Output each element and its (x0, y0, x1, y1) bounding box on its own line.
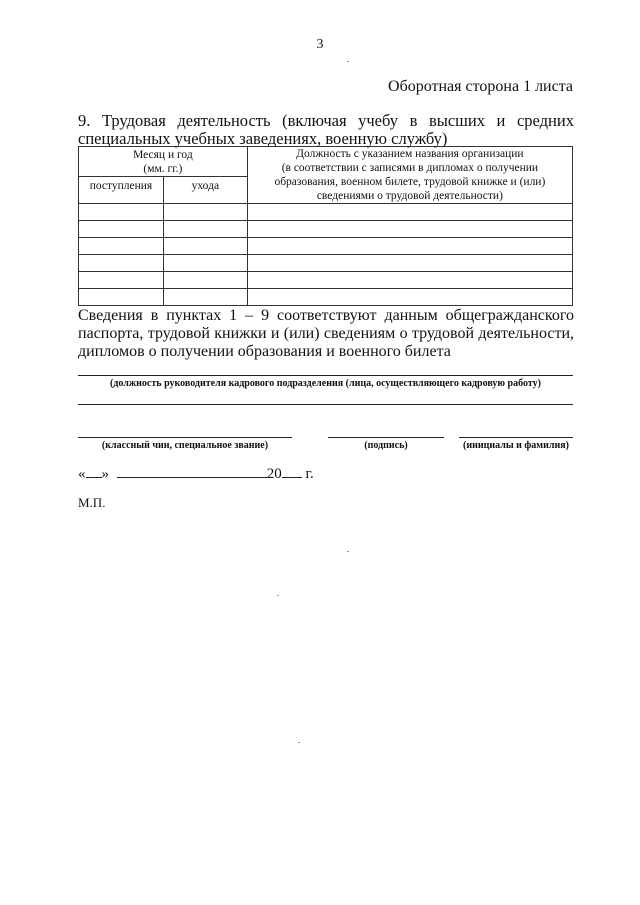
scan-speck (277, 595, 279, 596)
hr-head-position-line[interactable] (78, 375, 573, 376)
word: в (409, 111, 418, 130)
day-field[interactable] (86, 463, 102, 478)
table-row (79, 289, 573, 306)
admission-cell[interactable] (79, 272, 164, 289)
rank-line[interactable] (78, 437, 292, 438)
work-history-table (78, 146, 573, 306)
year-suffix: г. (305, 466, 314, 482)
position-cell[interactable] (247, 289, 572, 306)
signature-line[interactable] (328, 437, 444, 438)
table-row (79, 238, 573, 255)
word: 9. (78, 111, 91, 130)
admission-cell[interactable] (79, 289, 164, 306)
sheet-label: Оборотная сторона 1 листа (388, 78, 573, 95)
position-cell[interactable] (247, 272, 572, 289)
position-cell[interactable] (247, 238, 572, 255)
table-row (79, 221, 573, 238)
leaving-cell[interactable] (163, 204, 247, 221)
word: высших (428, 111, 485, 130)
open-quote: « (78, 466, 86, 482)
header-position: Должность с указанием названия организации (в соответствии с записями в дипломах о получении образования, военном билете, трудовой книжке и (или) сведениями о трудовой деятельности) (247, 147, 572, 204)
hr-head-position-line-2[interactable] (78, 404, 573, 405)
position-cell[interactable] (247, 204, 572, 221)
section-9-heading (78, 112, 574, 148)
position-cell[interactable] (247, 255, 572, 272)
leaving-cell[interactable] (163, 289, 247, 306)
admission-cell[interactable] (79, 238, 164, 255)
leaving-cell[interactable] (163, 272, 247, 289)
month-field[interactable] (117, 463, 267, 478)
year-field[interactable] (282, 463, 302, 478)
rank-caption: (классный чин, специальное звание) (101, 440, 269, 451)
word: учебу (358, 111, 399, 130)
header-admission: поступления (79, 177, 164, 204)
page-number: 3 (316, 37, 324, 52)
word: и (496, 111, 506, 130)
leaving-cell[interactable] (163, 238, 247, 255)
table-row (79, 255, 573, 272)
leaving-cell[interactable] (163, 221, 247, 238)
header-month-year: Месяц и год (мм. гг.) (79, 147, 248, 177)
year-prefix: 20 (266, 466, 282, 482)
name-line[interactable] (459, 437, 573, 438)
name-caption: (инициалы и фамилия) (462, 440, 569, 451)
leaving-cell[interactable] (163, 255, 247, 272)
word: деятельность (177, 111, 271, 130)
word: (включая (282, 111, 347, 130)
signature-caption: (подпись) (364, 440, 408, 451)
section-9-line-2: специальных учебных заведениях, военную службу) (78, 129, 448, 148)
admission-cell[interactable] (79, 221, 164, 238)
header-leaving: ухода (163, 177, 247, 204)
table-row (79, 204, 573, 221)
section-9-line-1 (78, 112, 574, 130)
verification-statement: Сведения в пунктах 1 – 9 соответствуют данным общегражданского паспорта, трудовой книжки и (или) сведениям о трудовой деятельности, дипломов о получении образования и военного билета (78, 307, 574, 360)
admission-cell[interactable] (79, 255, 164, 272)
date-line (78, 463, 314, 483)
close-quote: » (101, 466, 109, 482)
scan-speck (298, 742, 300, 743)
scan-speck (347, 551, 349, 552)
admission-cell[interactable] (79, 204, 164, 221)
stamp-place-label: М.П. (78, 495, 106, 510)
table-row (79, 272, 573, 289)
position-cell[interactable] (247, 221, 572, 238)
scan-speck (347, 61, 349, 62)
word: средних (516, 111, 574, 130)
hr-head-position-caption: (должность руководителя кадрового подразделения (лица, осуществляющего кадровую работу) (110, 378, 541, 389)
word: Трудовая (101, 111, 166, 130)
